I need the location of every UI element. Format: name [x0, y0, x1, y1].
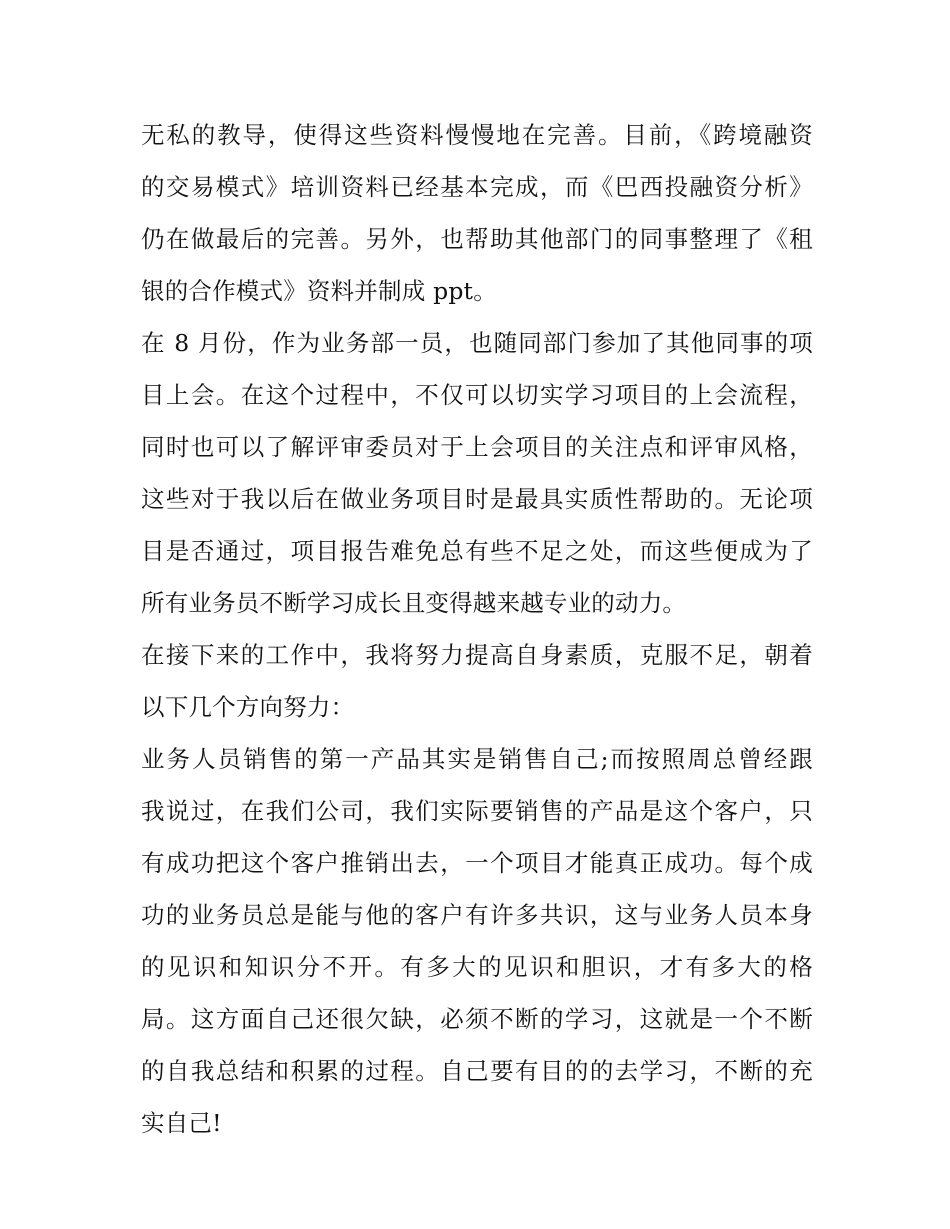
text-line: 仍在做最后的完善。另外，也帮助其他部门的同事整理了《租 [141, 225, 813, 253]
text-line: 这些对于我以后在做业务项目时是最具实质性帮助的。无论项 [141, 485, 813, 513]
text-line: 同时也可以了解评审委员对于上会项目的关注点和评审风格， [141, 433, 813, 461]
text-line: 的自我总结和积累的过程。自己要有目的的去学习，不断的充 [141, 1057, 813, 1085]
text-line: 业务人员销售的第一产品其实是销售自己;而按照周总曾经跟 [141, 745, 813, 773]
text-line: 实自己! [141, 1109, 222, 1137]
document-body [141, 109, 813, 1149]
text-line: 有成功把这个客户推销出去，一个项目才能真正成功。每个成 [141, 849, 813, 877]
text-line: 在接下来的工作中，我将努力提高自身素质，克服不足，朝着 [141, 641, 813, 669]
text-line: 无私的教导，使得这些资料慢慢地在完善。目前，《跨境融资 [141, 121, 813, 149]
paragraph-2 [141, 317, 813, 629]
paragraph-1 [141, 109, 813, 317]
text-line: 在 8 月份，作为业务部一员，也随同部门参加了其他同事的项 [141, 329, 813, 357]
text-line: 以下几个方向努力： [141, 693, 355, 721]
text-line: 功的业务员总是能与他的客户有许多共识，这与业务人员本身 [141, 901, 813, 929]
text-line: 的见识和知识分不开。有多大的见识和胆识，才有多大的格 [141, 953, 813, 981]
text-line: 目是否通过，项目报告难免总有些不足之处，而这些便成为了 [141, 537, 813, 565]
paragraph-3 [141, 629, 813, 733]
text-line: 局。这方面自己还很欠缺，必须不断的学习，这就是一个不断 [141, 1005, 813, 1033]
paragraph-4 [141, 733, 813, 1149]
text-line: 我说过，在我们公司，我们实际要销售的产品是这个客户，只 [141, 797, 813, 825]
text-line: 的交易模式》培训资料已经基本完成，而《巴西投融资分析》 [141, 173, 813, 201]
text-line: 目上会。在这个过程中，不仅可以切实学习项目的上会流程， [141, 381, 813, 409]
text-line: 所有业务员不断学习成长且变得越来越专业的动力。 [141, 589, 687, 617]
text-line: 银的合作模式》资料并制成 ppt。 [141, 277, 497, 305]
